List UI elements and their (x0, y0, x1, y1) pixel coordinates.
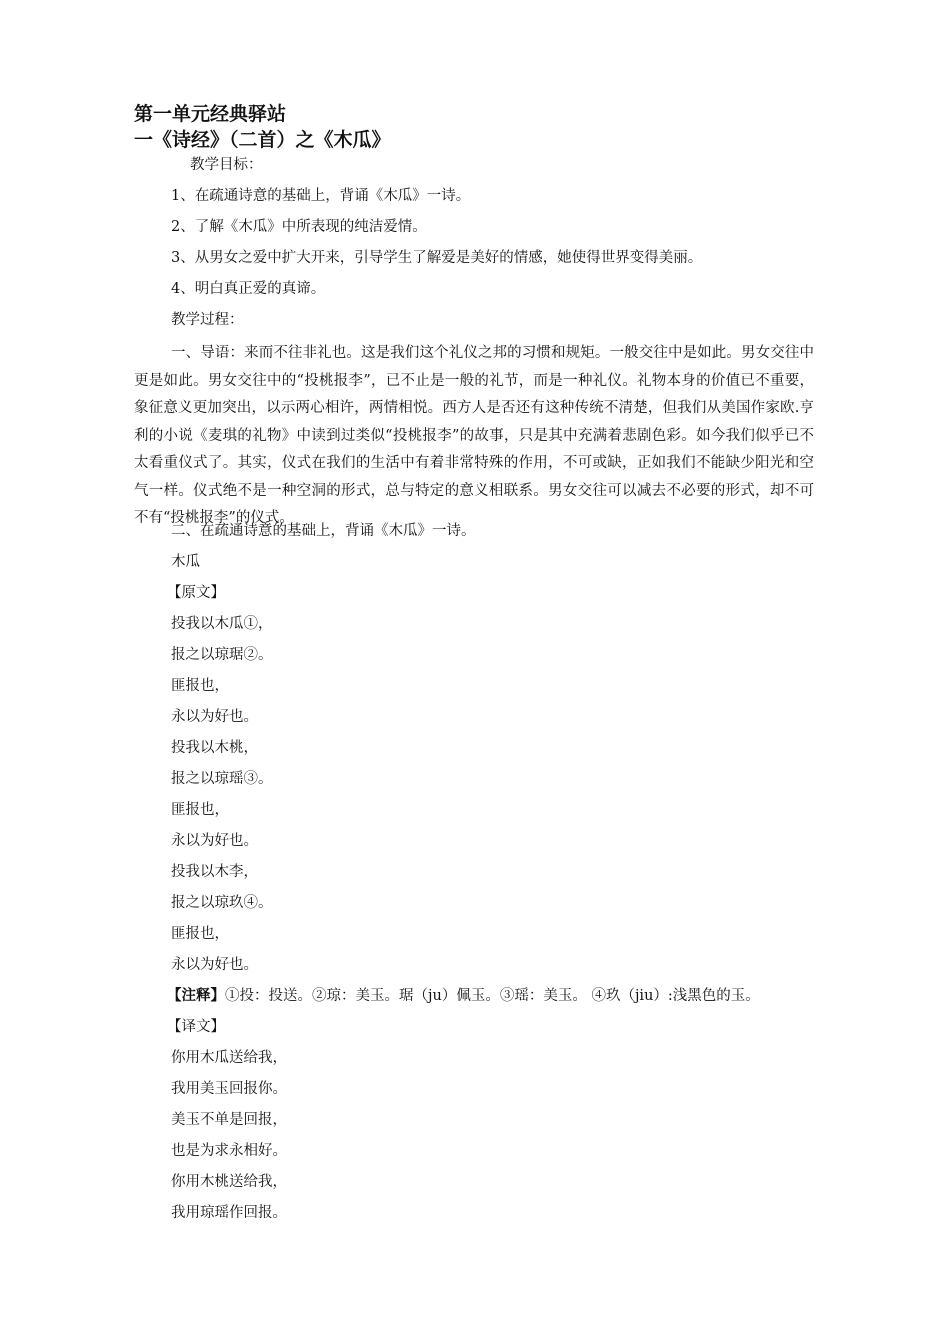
poem-line: 投我以木桃， (171, 740, 258, 756)
poem-line: 报之以琼玖④。 (171, 895, 273, 911)
poem-line: 永以为好也。 (171, 709, 258, 725)
unit-title: 第一单元经典驿站 (134, 103, 287, 125)
poem-line: 匪报也， (171, 678, 229, 694)
section-two-heading: 二、在疏通诗意的基础上，背诵《木瓜》一诗。 (171, 523, 476, 539)
poem-line: 永以为好也。 (171, 957, 258, 973)
translation-line: 我用琼瑶作回报。 (171, 1205, 287, 1221)
notes-text: ①投：投送。②琼：美玉。琚（ju）佩玉。③瑶：美玉。 ④玖（jiu）:浅黑色的玉。 (225, 988, 760, 1004)
objective-item: 1、在疏通诗意的基础上，背诵《木瓜》一诗。 (171, 188, 471, 204)
notes-line (167, 986, 760, 1006)
objective-item: 2、了解《木瓜》中所表现的纯洁爱情。 (171, 219, 427, 235)
original-heading: 【原文】 (167, 585, 225, 601)
translation-line: 美玉不单是回报， (171, 1112, 287, 1128)
poem-title: 木瓜 (171, 554, 200, 570)
translation-line: 你用木桃送给我， (171, 1174, 287, 1190)
translation-line: 也是为求永相好。 (171, 1143, 287, 1159)
poem-line: 报之以琼瑶③。 (171, 771, 273, 787)
lesson-title: 一《诗经》（二首）之《木瓜》 (134, 129, 391, 151)
objective-item: 4、明白真正爱的真谛。 (171, 281, 326, 297)
process-heading: 教学过程： (171, 312, 244, 328)
translation-line: 我用美玉回报你。 (171, 1081, 287, 1097)
poem-line: 永以为好也。 (171, 833, 258, 849)
notes-tag: 【注释】 (167, 987, 225, 1004)
intro-paragraph: 一、导语：来而不往非礼也。这是我们这个礼仪之邦的习惯和规矩。一般交往中是如此。男女交往中更是如此。男女交往中的“投桃报李”，已不止是一般的礼节，而是一种礼仪。礼物本身的价值已不重要，象征意义更加突出，以示两心相许，两情相悦。西方人是否还有这种传统不清楚，但我们从美国作家欧.亨利的小说《麦琪的礼物》中读到过类似“投桃报李”的故事，只是其中充满着悲剧色彩。如今我们似乎已不太看重仪式了。其实，仪式在我们的生活中有着非常特殊的作用，不可或缺，正如我们不能缺少阳光和空气一样。仪式绝不是一种空洞的形式，总与特定的意义相联系。男女交往可以减去不必要的形式，却不可不有“投桃报李”的仪式。 (134, 345, 814, 526)
objective-item: 3、从男女之爱中扩大开来，引导学生了解爱是美好的情感，她使得世界变得美丽。 (171, 250, 703, 266)
poem-line: 投我以木李， (171, 864, 258, 880)
poem-line: 匪报也， (171, 926, 229, 942)
objectives-heading: 教学目标： (190, 157, 263, 173)
translation-line: 你用木瓜送给我， (171, 1050, 287, 1066)
translation-heading: 【译文】 (167, 1019, 225, 1035)
poem-line: 报之以琼琚②。 (171, 647, 273, 663)
poem-line: 投我以木瓜①， (171, 616, 273, 632)
poem-line: 匪报也， (171, 802, 229, 818)
